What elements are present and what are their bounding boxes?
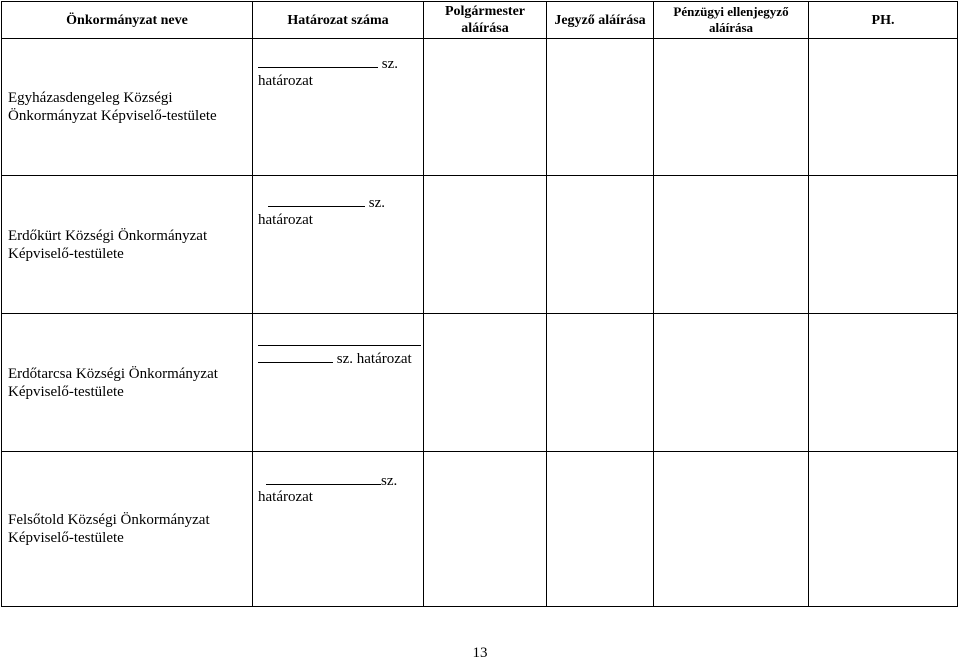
sz-label: sz. határozat	[336, 351, 412, 367]
sz-label: sz.	[368, 195, 385, 211]
header-financial-countersignature: Pénzügyi ellenjegyző aláírása	[654, 2, 809, 39]
header-notary-signature: Jegyző aláírása	[547, 2, 654, 39]
financial-signature-cell	[654, 452, 809, 607]
table-row	[2, 39, 958, 176]
resolution-number-field	[253, 314, 424, 452]
signature-table	[1, 1, 958, 607]
header-mayor-signature: Polgármester aláírása	[424, 2, 547, 39]
seal-cell	[809, 39, 958, 176]
seal-cell	[809, 452, 958, 607]
header-resolution-number: Határozat száma	[253, 2, 424, 39]
hatarozat-label: határozat	[258, 489, 313, 505]
header-municipality-name: Önkormányzat neve	[2, 2, 253, 39]
blank-line	[258, 332, 421, 346]
mayor-signature-cell	[424, 176, 547, 314]
table-row	[2, 314, 958, 452]
page-number: 13	[472, 645, 488, 661]
notary-signature-cell	[547, 176, 654, 314]
resolution-number-field	[253, 452, 424, 607]
resolution-number-field	[253, 39, 424, 176]
notary-signature-cell	[547, 314, 654, 452]
notary-signature-cell	[547, 39, 654, 176]
seal-cell	[809, 176, 958, 314]
sz-label: sz.	[381, 56, 398, 72]
mayor-signature-cell	[424, 314, 547, 452]
table-row	[2, 176, 958, 314]
header-row	[2, 2, 958, 39]
notary-signature-cell	[547, 452, 654, 607]
blank-line	[258, 350, 333, 363]
table-row	[2, 452, 958, 607]
seal-cell	[809, 314, 958, 452]
financial-signature-cell	[654, 39, 809, 176]
financial-signature-cell	[654, 176, 809, 314]
resolution-number-field	[253, 176, 424, 314]
sz-label: sz.	[381, 473, 398, 489]
mayor-signature-cell	[424, 452, 547, 607]
municipality-name: Egyházasdengeleg Községi Önkormányzat Képviselő-testülete	[2, 39, 253, 176]
municipality-name: Erdőtarcsa Községi Önkormányzat Képviselő-testülete	[2, 314, 253, 452]
blank-line	[258, 55, 378, 68]
blank-line	[266, 472, 381, 485]
hatarozat-label: határozat	[258, 73, 313, 89]
financial-signature-cell	[654, 314, 809, 452]
municipality-name: Erdőkürt Községi Önkormányzat Képviselő-testülete	[2, 176, 253, 314]
hatarozat-label: határozat	[258, 212, 313, 228]
mayor-signature-cell	[424, 39, 547, 176]
municipality-name: Felsőtold Községi Önkormányzat Képviselő-testülete	[2, 452, 253, 607]
header-seal: PH.	[809, 2, 958, 39]
blank-line	[268, 194, 365, 207]
